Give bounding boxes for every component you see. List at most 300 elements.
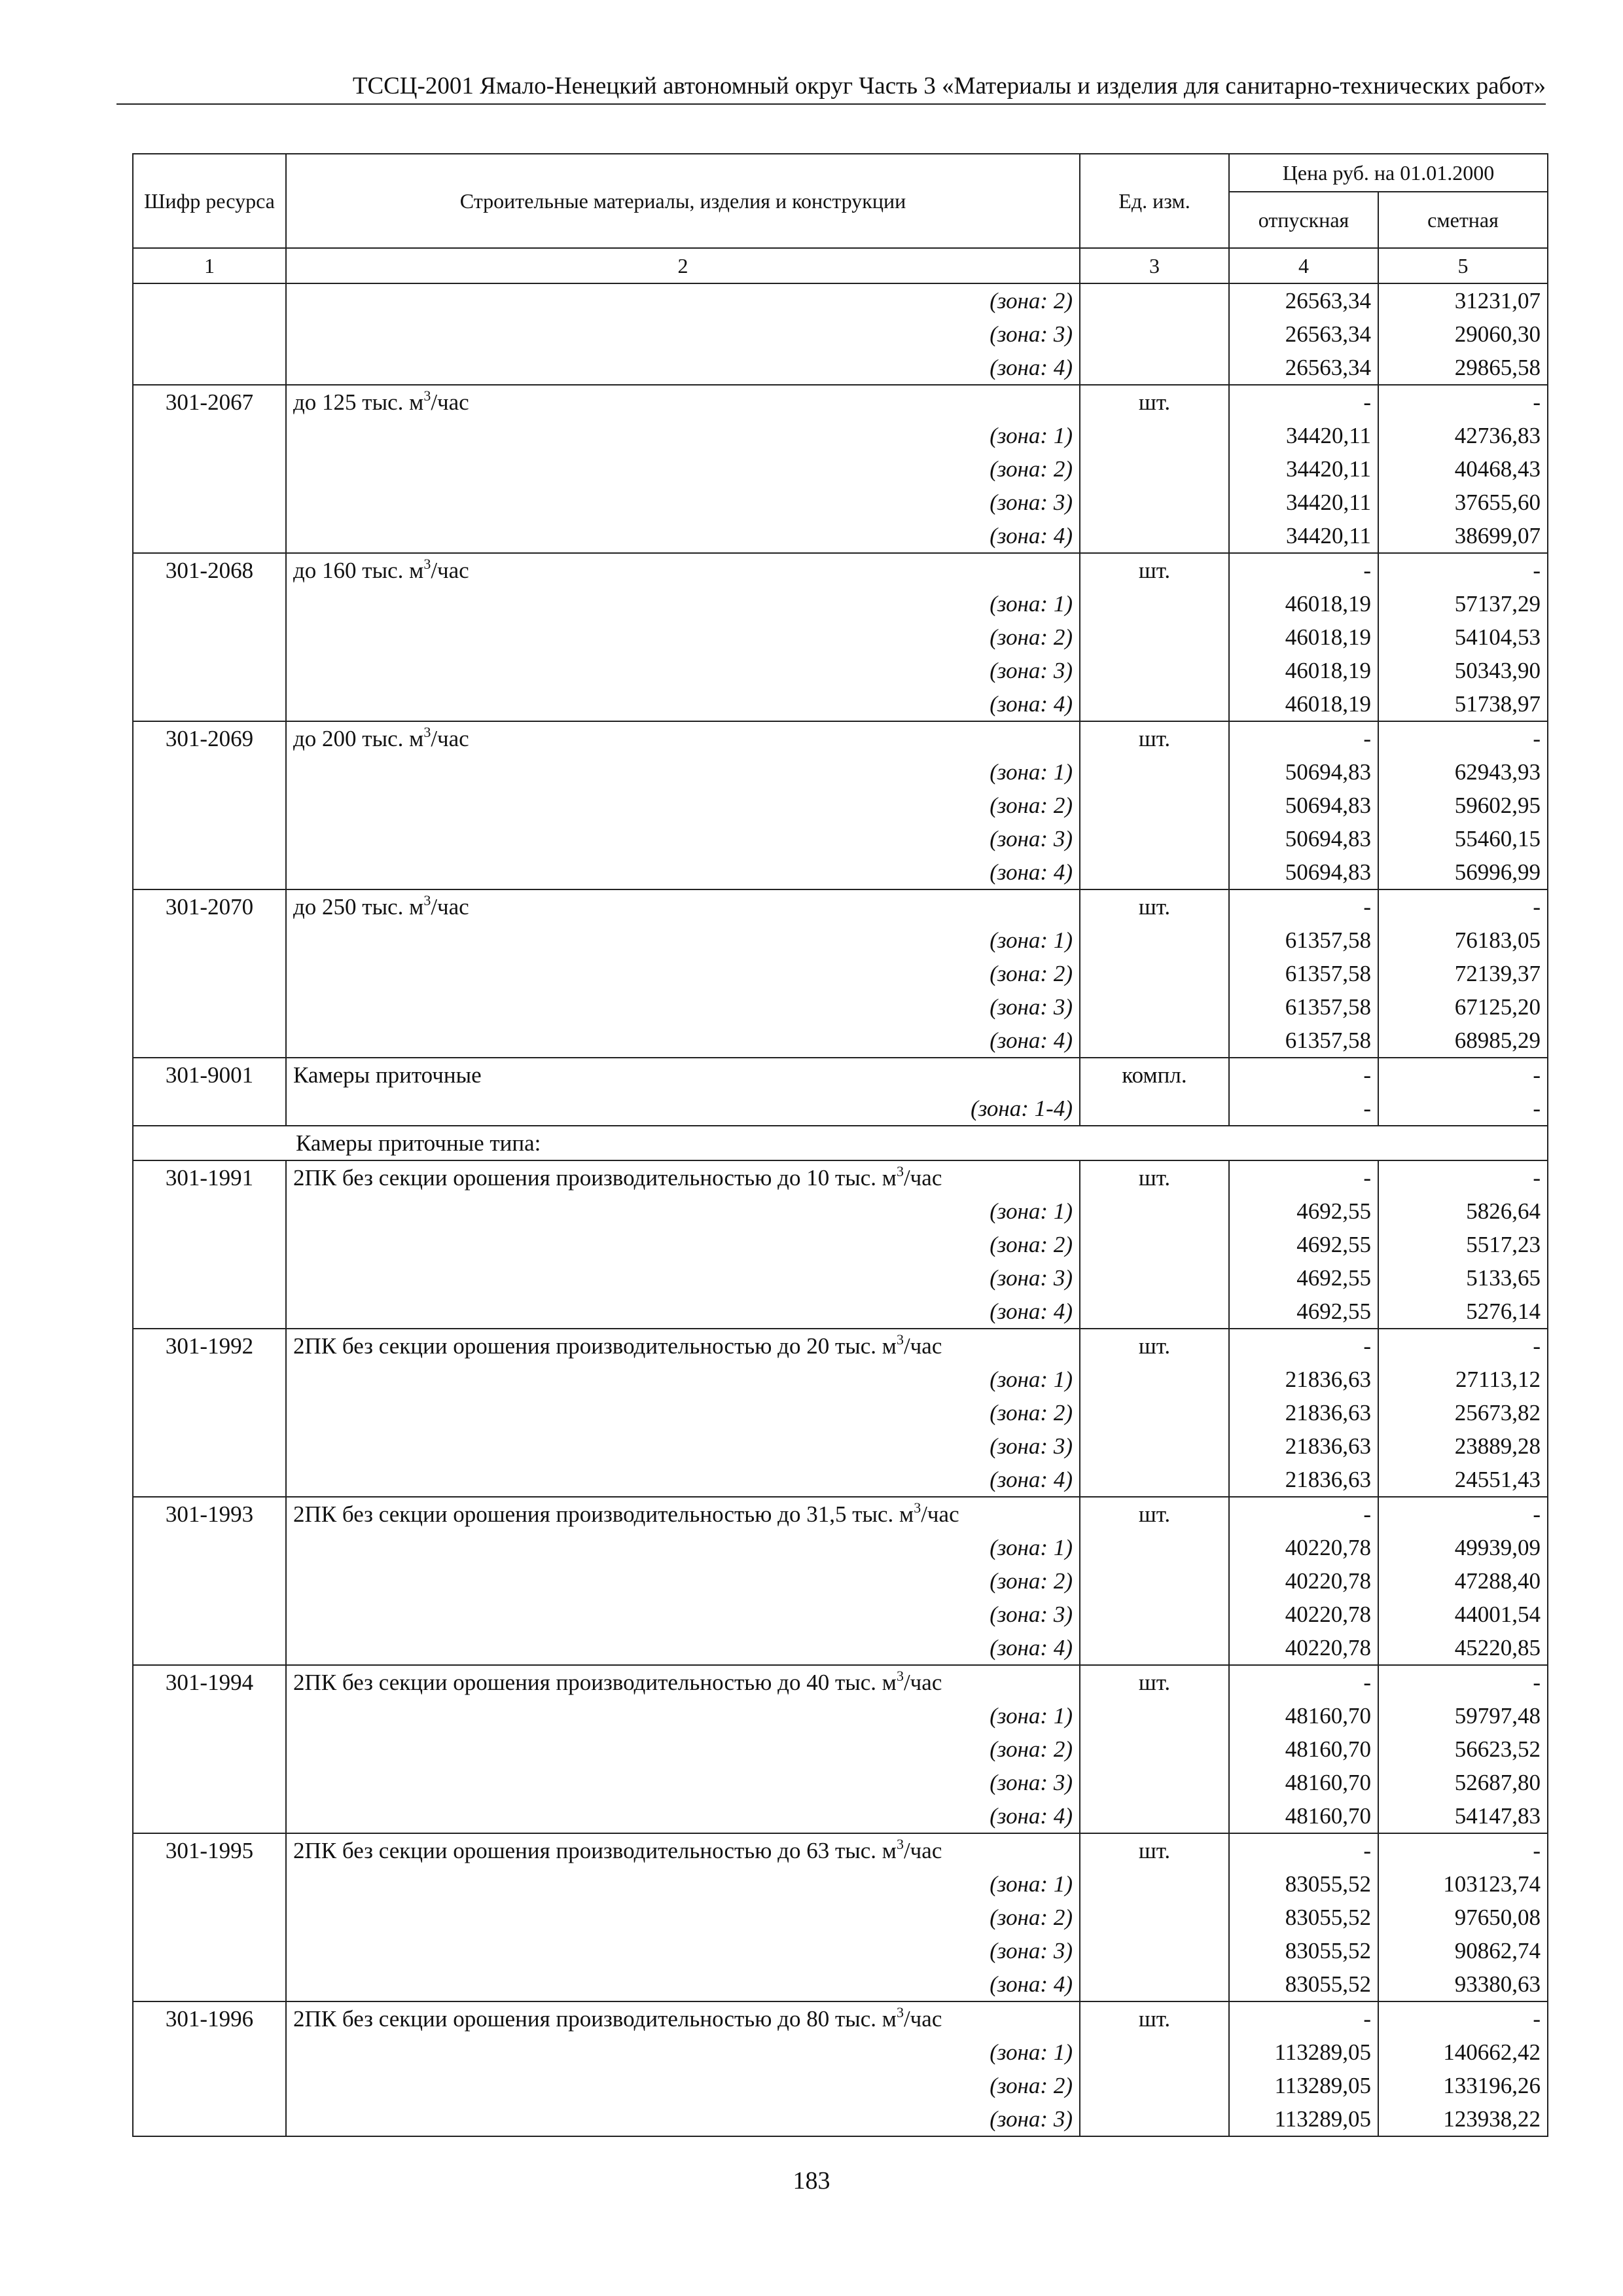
- unit-of-measure: шт.: [1080, 1160, 1229, 1194]
- zone-label: [286, 755, 1080, 789]
- unit-of-measure: [1080, 2036, 1229, 2069]
- zone-row: [133, 2069, 1548, 2102]
- table-row: [133, 1329, 1548, 1363]
- material-name-text: 2ПК без секции орошения производительностью до 31,5 тыс. м: [293, 1501, 914, 1527]
- unit-of-measure: [1080, 1901, 1229, 1934]
- resource-code: [133, 2102, 286, 2136]
- estimate-price: -: [1378, 1665, 1548, 1699]
- estimate-price: 5276,14: [1378, 1295, 1548, 1329]
- unit-of-measure: [1080, 687, 1229, 721]
- unit-of-measure: шт.: [1080, 2001, 1229, 2036]
- zone-row: [133, 283, 1548, 317]
- release-price: -: [1229, 721, 1378, 755]
- material-name-text: (зона: 1): [990, 1198, 1073, 1224]
- release-price: 40220,78: [1229, 1598, 1378, 1631]
- release-price: 50694,83: [1229, 855, 1378, 889]
- zone-label: [286, 283, 1080, 317]
- unit-of-measure: шт.: [1080, 1833, 1229, 1867]
- zone-label: [286, 924, 1080, 957]
- zone-label: [286, 822, 1080, 855]
- material-name-text: 2ПК без секции орошения производительностью до 63 тыс. м: [293, 1838, 897, 1863]
- release-price: 113289,05: [1229, 2036, 1378, 2069]
- estimate-price: 31231,07: [1378, 283, 1548, 317]
- resource-code: [133, 687, 286, 721]
- unit-suffix: /час: [903, 1670, 942, 1695]
- unit-of-measure: компл.: [1080, 1058, 1229, 1092]
- resource-code: [133, 1699, 286, 1732]
- zone-label: [286, 1295, 1080, 1329]
- material-name: [286, 1329, 1080, 1363]
- zone-label: [286, 1531, 1080, 1564]
- resource-code: [133, 1901, 286, 1934]
- release-price: -: [1229, 1329, 1378, 1363]
- resource-code: 301-1994: [133, 1665, 286, 1699]
- unit-of-measure: [1080, 1194, 1229, 1228]
- estimate-price: -: [1378, 1497, 1548, 1531]
- unit-suffix: /час: [903, 1838, 942, 1863]
- section-row: [133, 1126, 1548, 1160]
- unit-of-measure: [1080, 283, 1229, 317]
- zone-label: [286, 317, 1080, 351]
- material-name-text: (зона: 4): [990, 1467, 1073, 1492]
- resource-code: [133, 283, 286, 317]
- material-name-text: (зона: 1): [990, 1703, 1073, 1729]
- material-name-text: (зона: 4): [990, 859, 1073, 885]
- estimate-price: -: [1378, 1160, 1548, 1194]
- resource-code: [133, 957, 286, 990]
- estimate-price: 59797,48: [1378, 1699, 1548, 1732]
- zone-row: [133, 1732, 1548, 1766]
- release-price: -: [1229, 553, 1378, 587]
- resource-code: [133, 620, 286, 654]
- resource-price-table: [132, 153, 1548, 2137]
- unit-of-measure: [1080, 1295, 1229, 1329]
- release-price: -: [1229, 1058, 1378, 1092]
- table-row: [133, 721, 1548, 755]
- resource-code: [133, 1564, 286, 1598]
- unit-of-measure: [1080, 1934, 1229, 1967]
- release-price: 34420,11: [1229, 452, 1378, 486]
- estimate-price: 40468,43: [1378, 452, 1548, 486]
- estimate-price: 25673,82: [1378, 1396, 1548, 1429]
- material-name-text: (зона: 3): [990, 1770, 1073, 1795]
- table-row: [133, 1160, 1548, 1194]
- estimate-price: 54104,53: [1378, 620, 1548, 654]
- material-name-text: (зона: 1): [990, 423, 1073, 448]
- material-name-text: 2ПК без секции орошения производительностью до 40 тыс. м: [293, 1670, 897, 1695]
- material-name-text: до 250 тыс. м: [293, 894, 424, 920]
- release-price: 34420,11: [1229, 419, 1378, 452]
- table-row: [133, 553, 1548, 587]
- table-row: [133, 1833, 1548, 1867]
- resource-code: [133, 1261, 286, 1295]
- material-name-text: (зона: 2): [990, 624, 1073, 650]
- zone-row: [133, 1024, 1548, 1058]
- unit-of-measure: [1080, 822, 1229, 855]
- resource-code: [133, 1766, 286, 1799]
- zone-label: [286, 957, 1080, 990]
- unit-of-measure: [1080, 1429, 1229, 1463]
- release-price: 26563,34: [1229, 351, 1378, 385]
- release-price: 21836,63: [1229, 1463, 1378, 1497]
- release-price: 21836,63: [1229, 1396, 1378, 1429]
- material-name-text: (зона: 3): [990, 490, 1073, 515]
- release-price: 48160,70: [1229, 1699, 1378, 1732]
- material-name-text: (зона: 4): [990, 1028, 1073, 1053]
- resource-code: [133, 1732, 286, 1766]
- material-name-text: (зона: 2): [990, 961, 1073, 986]
- resource-code: [133, 2069, 286, 2102]
- resource-code: [133, 486, 286, 519]
- zone-label: [286, 1934, 1080, 1967]
- release-price: 40220,78: [1229, 1564, 1378, 1598]
- unit-exponent: 3: [423, 556, 431, 572]
- material-name-text: (зона: 1-4): [971, 1096, 1073, 1121]
- table-row: [133, 1665, 1548, 1699]
- release-price: -: [1229, 2001, 1378, 2036]
- release-price: 46018,19: [1229, 687, 1378, 721]
- estimate-price: 56996,99: [1378, 855, 1548, 889]
- estimate-price: -: [1378, 385, 1548, 419]
- zone-row: [133, 1564, 1548, 1598]
- zone-row: [133, 924, 1548, 957]
- zone-label: [286, 452, 1080, 486]
- release-price: 26563,34: [1229, 283, 1378, 317]
- resource-code: [133, 1429, 286, 1463]
- material-name-text: (зона: 4): [990, 1299, 1073, 1324]
- material-name: [286, 1160, 1080, 1194]
- zone-row: [133, 1901, 1548, 1934]
- material-name-text: до 125 тыс. м: [293, 389, 424, 415]
- material-name-text: (зона: 3): [990, 1265, 1073, 1291]
- section-title: Камеры приточные типа:: [133, 1126, 1548, 1160]
- estimate-price: 57137,29: [1378, 587, 1548, 620]
- material-name-text: (зона: 4): [990, 355, 1073, 380]
- estimate-price: 49939,09: [1378, 1531, 1548, 1564]
- resource-code: [133, 924, 286, 957]
- header-name: Строительные материалы, изделия и конструкции: [286, 154, 1080, 248]
- estimate-price: 47288,40: [1378, 1564, 1548, 1598]
- resource-code: [133, 452, 286, 486]
- material-name-text: Камеры приточные: [293, 1062, 482, 1088]
- material-name-text: 2ПК без секции орошения производительностью до 80 тыс. м: [293, 2006, 897, 2032]
- page-number: 183: [793, 2167, 830, 2195]
- release-price: 50694,83: [1229, 822, 1378, 855]
- material-name: [286, 721, 1080, 755]
- zone-label: [286, 1194, 1080, 1228]
- zone-label: [286, 1967, 1080, 2001]
- zone-row: [133, 1531, 1548, 1564]
- unit-of-measure: [1080, 351, 1229, 385]
- estimate-price: 62943,93: [1378, 755, 1548, 789]
- zone-label: [286, 1228, 1080, 1261]
- material-name-text: (зона: 3): [990, 826, 1073, 852]
- material-name-text: (зона: 4): [990, 1635, 1073, 1660]
- estimate-price: 54147,83: [1378, 1799, 1548, 1833]
- estimate-price: 51738,97: [1378, 687, 1548, 721]
- release-price: 61357,58: [1229, 957, 1378, 990]
- material-name-text: 2ПК без секции орошения производительностью до 20 тыс. м: [293, 1333, 897, 1359]
- material-name-text: (зона: 3): [990, 2106, 1073, 2132]
- zone-label: [286, 1463, 1080, 1497]
- unit-of-measure: шт.: [1080, 721, 1229, 755]
- zone-label: [286, 2102, 1080, 2136]
- zone-label: [286, 1261, 1080, 1295]
- zone-label: [286, 1766, 1080, 1799]
- material-name-text: (зона: 1): [990, 927, 1073, 953]
- zone-row: [133, 1631, 1548, 1665]
- unit-of-measure: шт.: [1080, 553, 1229, 587]
- zone-label: [286, 990, 1080, 1024]
- material-name-text: (зона: 1): [990, 1871, 1073, 1897]
- release-price: 61357,58: [1229, 990, 1378, 1024]
- zone-row: [133, 1396, 1548, 1429]
- unit-of-measure: [1080, 1024, 1229, 1058]
- material-name-text: (зона: 2): [990, 1232, 1073, 1257]
- unit-of-measure: шт.: [1080, 1497, 1229, 1531]
- material-name-text: (зона: 3): [990, 321, 1073, 347]
- release-price: 83055,52: [1229, 1867, 1378, 1901]
- estimate-price: 103123,74: [1378, 1867, 1548, 1901]
- unit-exponent: 3: [423, 724, 431, 740]
- unit-of-measure: [1080, 789, 1229, 822]
- zone-row: [133, 317, 1548, 351]
- header-price-group: Цена руб. на 01.01.2000: [1229, 154, 1548, 192]
- release-price: -: [1229, 385, 1378, 419]
- unit-of-measure: шт.: [1080, 889, 1229, 924]
- resource-code: [133, 519, 286, 553]
- material-name-text: до 200 тыс. м: [293, 726, 424, 751]
- unit-exponent: 3: [896, 2004, 904, 2020]
- estimate-price: -: [1378, 721, 1548, 755]
- material-name: [286, 385, 1080, 419]
- table-row: [133, 385, 1548, 419]
- unit-exponent: 3: [896, 1836, 904, 1852]
- zone-row: [133, 486, 1548, 519]
- resource-code: [133, 1934, 286, 1967]
- material-name: [286, 1665, 1080, 1699]
- estimate-price: 123938,22: [1378, 2102, 1548, 2136]
- material-name-text: до 160 тыс. м: [293, 558, 424, 583]
- zone-label: [286, 855, 1080, 889]
- release-price: 34420,11: [1229, 486, 1378, 519]
- unit-suffix: /час: [431, 894, 469, 920]
- zone-row: [133, 1194, 1548, 1228]
- resource-code: [133, 822, 286, 855]
- unit-suffix: /час: [431, 726, 469, 751]
- release-price: 50694,83: [1229, 789, 1378, 822]
- zone-label: [286, 486, 1080, 519]
- zone-label: [286, 419, 1080, 452]
- material-name-text: (зона: 1): [990, 2039, 1073, 2065]
- material-name-text: (зона: 4): [990, 1803, 1073, 1829]
- estimate-price: 5517,23: [1378, 1228, 1548, 1261]
- estimate-price: 29060,30: [1378, 317, 1548, 351]
- column-number: 2: [286, 248, 1080, 283]
- estimate-price: 140662,42: [1378, 2036, 1548, 2069]
- zone-label: [286, 1901, 1080, 1934]
- zone-row: [133, 1934, 1548, 1967]
- column-number: 4: [1229, 248, 1378, 283]
- table-row: [133, 1497, 1548, 1531]
- resource-code: [133, 1598, 286, 1631]
- unit-suffix: /час: [431, 389, 469, 415]
- zone-label: [286, 1867, 1080, 1901]
- material-name-text: (зона: 1): [990, 1535, 1073, 1560]
- unit-of-measure: [1080, 1463, 1229, 1497]
- unit-of-measure: [1080, 419, 1229, 452]
- release-price: 48160,70: [1229, 1732, 1378, 1766]
- estimate-price: 67125,20: [1378, 990, 1548, 1024]
- estimate-price: 52687,80: [1378, 1766, 1548, 1799]
- zone-row: [133, 620, 1548, 654]
- estimate-price: -: [1378, 1058, 1548, 1092]
- release-price: 4692,55: [1229, 1194, 1378, 1228]
- estimate-price: 56623,52: [1378, 1732, 1548, 1766]
- material-name-text: (зона: 4): [990, 523, 1073, 548]
- release-price: -: [1229, 1833, 1378, 1867]
- resource-code: [133, 1363, 286, 1396]
- unit-of-measure: [1080, 957, 1229, 990]
- zone-row: [133, 1092, 1548, 1126]
- estimate-price: 5133,65: [1378, 1261, 1548, 1295]
- unit-of-measure: шт.: [1080, 1665, 1229, 1699]
- estimate-price: 97650,08: [1378, 1901, 1548, 1934]
- release-price: 83055,52: [1229, 1901, 1378, 1934]
- material-name: [286, 889, 1080, 924]
- table-row: [133, 2001, 1548, 2036]
- zone-row: [133, 855, 1548, 889]
- zone-row: [133, 789, 1548, 822]
- estimate-price: -: [1378, 889, 1548, 924]
- resource-code: [133, 1867, 286, 1901]
- resource-code: [133, 1228, 286, 1261]
- estimate-price: 38699,07: [1378, 519, 1548, 553]
- estimate-price: 27113,12: [1378, 1363, 1548, 1396]
- unit-of-measure: [1080, 2069, 1229, 2102]
- unit-of-measure: [1080, 587, 1229, 620]
- unit-of-measure: [1080, 1732, 1229, 1766]
- estimate-price: -: [1378, 1833, 1548, 1867]
- unit-of-measure: [1080, 317, 1229, 351]
- zone-row: [133, 587, 1548, 620]
- material-name-text: (зона: 1): [990, 1367, 1073, 1392]
- release-price: 4692,55: [1229, 1295, 1378, 1329]
- unit-of-measure: [1080, 1699, 1229, 1732]
- release-price: 61357,58: [1229, 924, 1378, 957]
- estimate-price: 5826,64: [1378, 1194, 1548, 1228]
- release-price: -: [1229, 1497, 1378, 1531]
- material-name: [286, 1497, 1080, 1531]
- resource-code: [133, 990, 286, 1024]
- resource-code: 301-2069: [133, 721, 286, 755]
- resource-code: [133, 1967, 286, 2001]
- release-price: 48160,70: [1229, 1799, 1378, 1833]
- resource-code: [133, 351, 286, 385]
- zone-row: [133, 1598, 1548, 1631]
- estimate-price: 24551,43: [1378, 1463, 1548, 1497]
- header-unit: Ед. изм.: [1080, 154, 1229, 248]
- resource-code: [133, 1295, 286, 1329]
- zone-row: [133, 2036, 1548, 2069]
- zone-row: [133, 1363, 1548, 1396]
- material-name: [286, 553, 1080, 587]
- zone-row: [133, 1261, 1548, 1295]
- zone-row: [133, 755, 1548, 789]
- header-estimate-price: сметная: [1378, 192, 1548, 248]
- material-name-text: (зона: 2): [990, 1400, 1073, 1426]
- unit-of-measure: [1080, 1531, 1229, 1564]
- estimate-price: 44001,54: [1378, 1598, 1548, 1631]
- release-price: 83055,52: [1229, 1967, 1378, 2001]
- unit-of-measure: [1080, 1261, 1229, 1295]
- unit-of-measure: [1080, 654, 1229, 687]
- release-price: 21836,63: [1229, 1429, 1378, 1463]
- unit-of-measure: [1080, 1092, 1229, 1126]
- material-name-text: (зона: 1): [990, 759, 1073, 785]
- unit-of-measure: [1080, 486, 1229, 519]
- estimate-price: 72139,37: [1378, 957, 1548, 990]
- zone-label: [286, 1631, 1080, 1665]
- estimate-price: 76183,05: [1378, 924, 1548, 957]
- zone-label: [286, 1429, 1080, 1463]
- zone-row: [133, 419, 1548, 452]
- zone-label: [286, 2036, 1080, 2069]
- release-price: 40220,78: [1229, 1531, 1378, 1564]
- resource-code: [133, 587, 286, 620]
- zone-row: [133, 519, 1548, 553]
- zone-label: [286, 1799, 1080, 1833]
- material-name: [286, 1058, 1080, 1092]
- unit-of-measure: шт.: [1080, 385, 1229, 419]
- material-name-text: (зона: 2): [990, 456, 1073, 482]
- resource-code: 301-2067: [133, 385, 286, 419]
- material-name-text: (зона: 3): [990, 1433, 1073, 1459]
- unit-exponent: 3: [896, 1331, 904, 1348]
- unit-of-measure: [1080, 1396, 1229, 1429]
- material-name-text: (зона: 4): [990, 1971, 1073, 1997]
- zone-row: [133, 1429, 1548, 1463]
- zone-row: [133, 822, 1548, 855]
- estimate-price: 90862,74: [1378, 1934, 1548, 1967]
- column-number: 1: [133, 248, 286, 283]
- zone-label: [286, 1363, 1080, 1396]
- unit-of-measure: [1080, 1967, 1229, 2001]
- estimate-price: 55460,15: [1378, 822, 1548, 855]
- resource-code: [133, 654, 286, 687]
- resource-code: [133, 1631, 286, 1665]
- estimate-price: 68985,29: [1378, 1024, 1548, 1058]
- table-body: [133, 283, 1548, 2136]
- release-price: 46018,19: [1229, 620, 1378, 654]
- zone-label: [286, 587, 1080, 620]
- resource-code: [133, 2036, 286, 2069]
- material-name-text: (зона: 3): [990, 994, 1073, 1020]
- zone-label: [286, 687, 1080, 721]
- material-name-text: (зона: 3): [990, 658, 1073, 683]
- material-name-text: (зона: 3): [990, 1938, 1073, 1964]
- unit-of-measure: [1080, 1766, 1229, 1799]
- resource-code: 301-1993: [133, 1497, 286, 1531]
- estimate-price: 133196,26: [1378, 2069, 1548, 2102]
- resource-code: [133, 1024, 286, 1058]
- zone-row: [133, 957, 1548, 990]
- release-price: -: [1229, 889, 1378, 924]
- unit-of-measure: [1080, 519, 1229, 553]
- material-name-text: (зона: 2): [990, 1736, 1073, 1762]
- table-row: [133, 1058, 1548, 1092]
- release-price: 61357,58: [1229, 1024, 1378, 1058]
